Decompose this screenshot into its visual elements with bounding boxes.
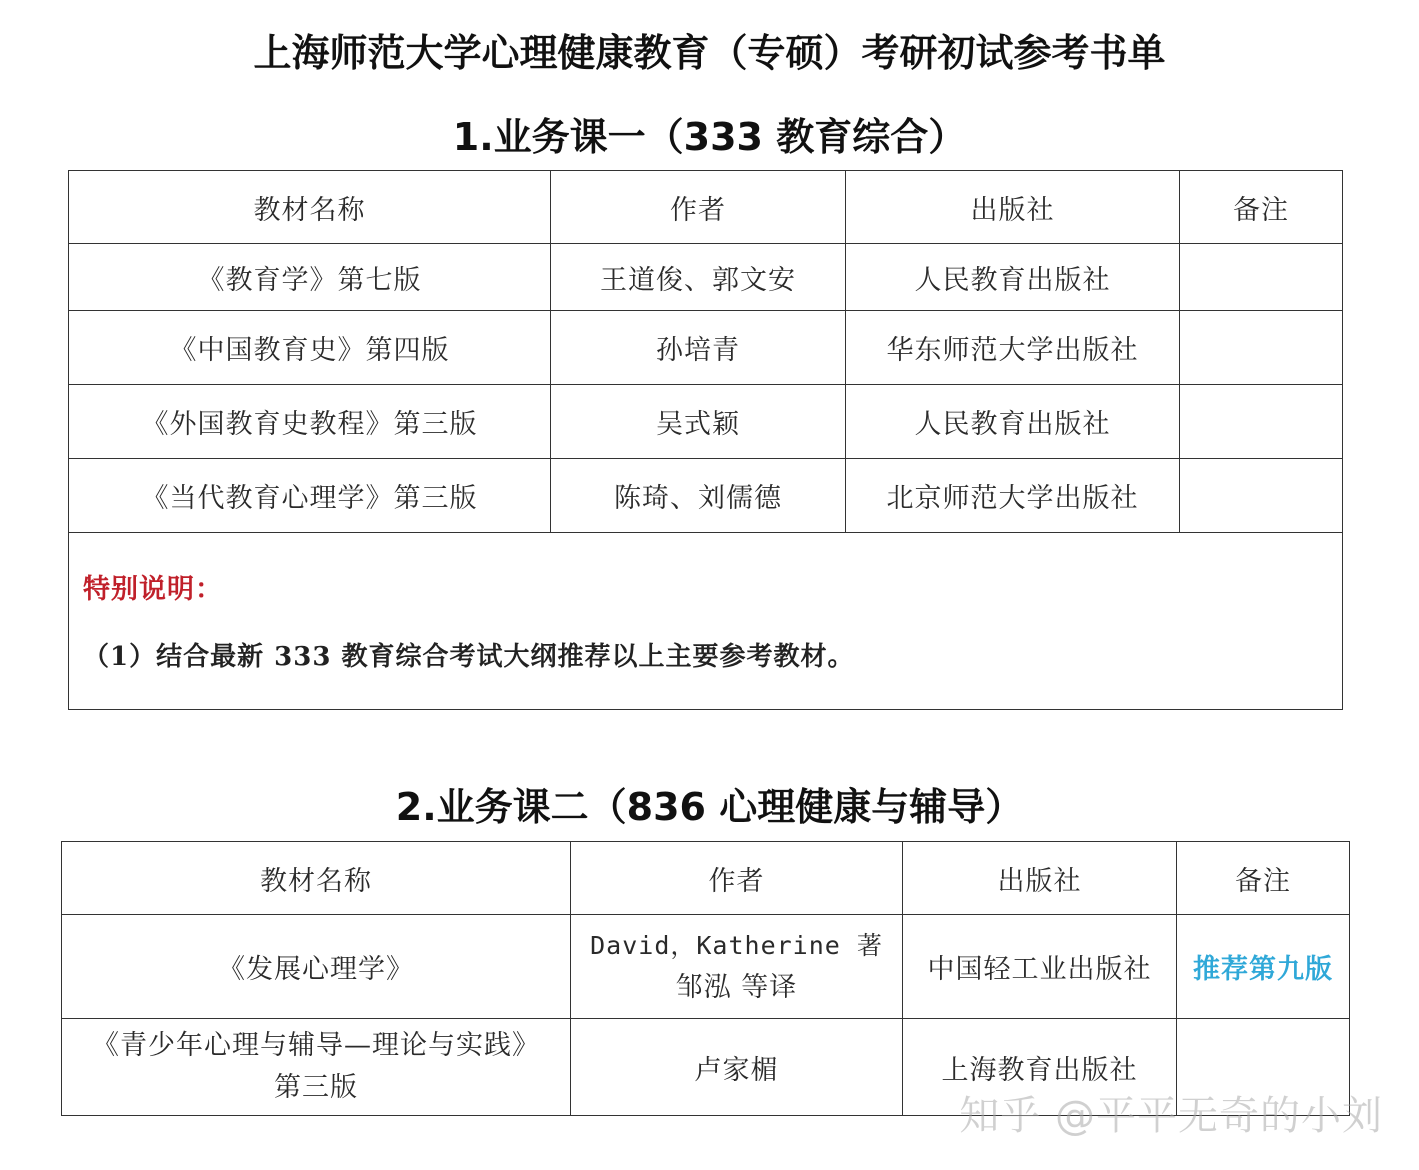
page-title: 上海师范大学心理健康教育（专硕）考研初试参考书单 — [253, 31, 1166, 75]
remark — [1180, 311, 1343, 385]
watermark: 知乎 @平平无奇的小刘 — [959, 1093, 1383, 1139]
header-author: 作者 — [551, 171, 846, 244]
header-book-name: 教材名称 — [62, 842, 571, 915]
remark-text: 推荐第九版 — [1193, 954, 1333, 985]
book-name: 《当代教育心理学》第三版 — [69, 459, 551, 533]
table-header-row — [69, 171, 1343, 244]
table-row — [69, 459, 1343, 533]
author: 卢家楣 — [571, 1019, 903, 1116]
publisher: 人民教育出版社 — [846, 244, 1180, 311]
section1-title: 1.业务课一（333 教育综合） — [452, 115, 967, 159]
author-line2: 邹泓 等译 — [675, 971, 798, 1003]
section2-title: 2.业务课二（836 心理健康与辅导） — [395, 785, 1024, 829]
note-text: （1）结合最新 333 教育综合考试大纲推荐以上主要参考教材。 — [83, 642, 855, 672]
publisher: 华东师范大学出版社 — [846, 311, 1180, 385]
publisher: 人民教育出版社 — [846, 385, 1180, 459]
section2-table — [61, 841, 1350, 1116]
publisher: 上海教育出版社 — [903, 1019, 1177, 1116]
author: 吴式颖 — [551, 385, 846, 459]
table-row — [69, 385, 1343, 459]
book-name-line1: 《青少年心理与辅导—理论与实践》 — [92, 1030, 540, 1061]
header-remark: 备注 — [1180, 171, 1343, 244]
remark — [1180, 459, 1343, 533]
author: 孙培青 — [551, 311, 846, 385]
table-row — [62, 915, 1350, 1019]
book-name-line1: 《发展心理学》 — [218, 954, 414, 985]
section1-table — [68, 170, 1343, 710]
header-remark: 备注 — [1177, 842, 1350, 915]
author: 王道俊、郭文安 — [551, 244, 846, 311]
remark — [1180, 385, 1343, 459]
header-publisher: 出版社 — [903, 842, 1177, 915]
header-author: 作者 — [571, 842, 903, 915]
table-row — [69, 311, 1343, 385]
author — [571, 915, 903, 1019]
header-book-name: 教材名称 — [69, 171, 551, 244]
book-name: 《外国教育史教程》第三版 — [69, 385, 551, 459]
book-name — [62, 915, 571, 1019]
author: 陈琦、刘儒德 — [551, 459, 846, 533]
note-row — [69, 533, 1343, 710]
publisher: 北京师范大学出版社 — [846, 459, 1180, 533]
table-header-row — [62, 842, 1350, 915]
remark — [1180, 244, 1343, 311]
book-name-line2: 第三版 — [274, 1072, 358, 1103]
table-row — [69, 244, 1343, 311]
author-line1: David，Katherine 著 — [590, 930, 883, 960]
note-title: 特别说明： — [83, 574, 223, 605]
header-publisher: 出版社 — [846, 171, 1180, 244]
book-name: 《教育学》第七版 — [69, 244, 551, 311]
book-name — [62, 1019, 571, 1116]
remark — [1177, 915, 1350, 1019]
book-name: 《中国教育史》第四版 — [69, 311, 551, 385]
special-note — [69, 533, 1343, 710]
publisher: 中国轻工业出版社 — [903, 915, 1177, 1019]
